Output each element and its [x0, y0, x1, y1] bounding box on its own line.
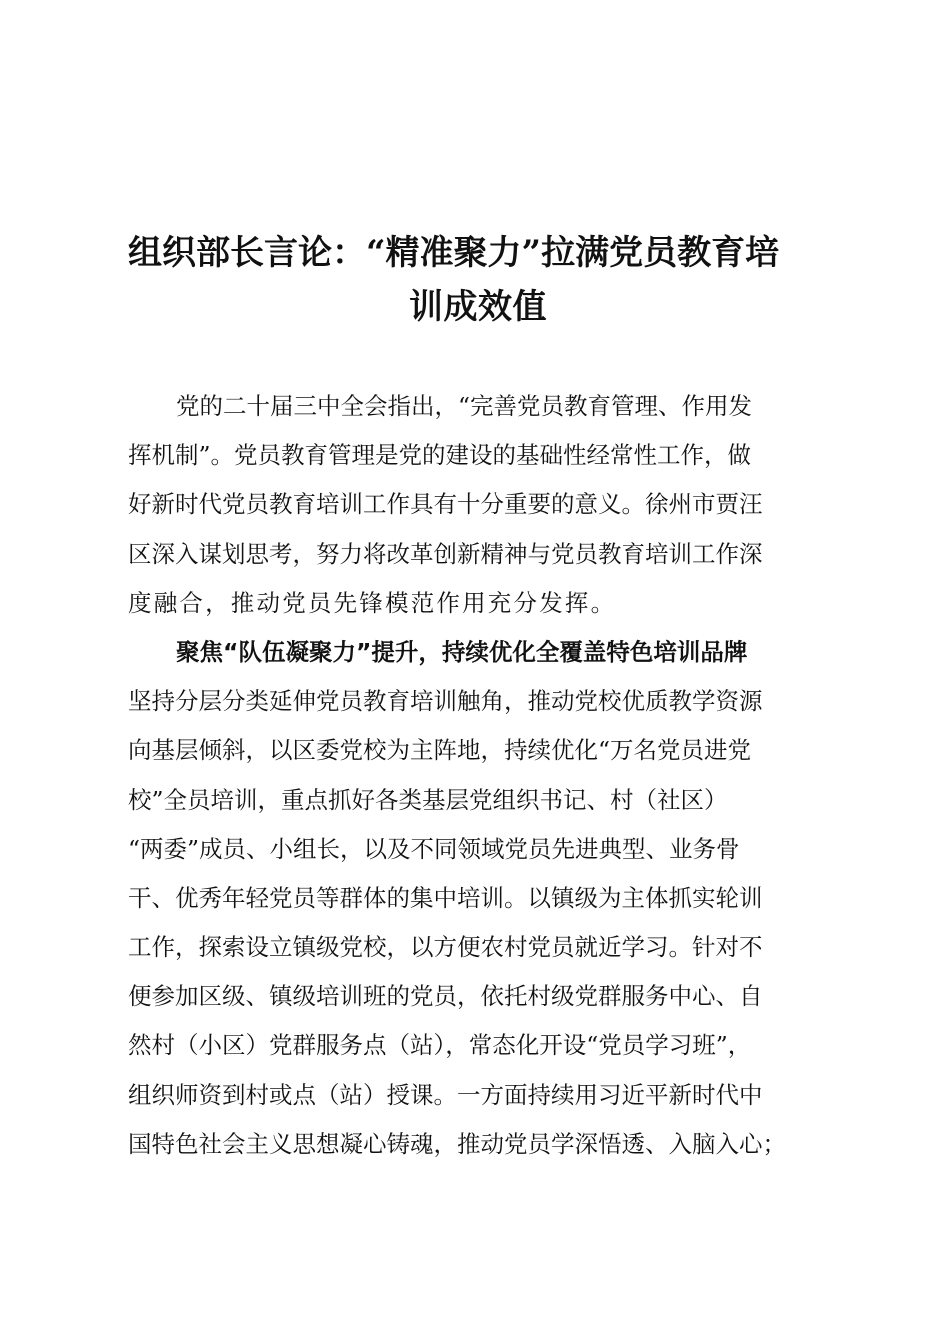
paragraph-line: 度融合，推动党员先锋模范作用充分发挥。 [128, 588, 617, 617]
paragraph-line: 组织师资到村或点（站）授课。一方面持续用习近平新时代中 [128, 1080, 763, 1109]
paragraph-line: “两委”成员、小组长，以及不同领域党员先进典型、业务骨 [128, 834, 740, 863]
paragraph-line: 干、优秀年轻党员等群体的集中培训。以镇级为主体抓实轮训 [128, 883, 763, 912]
paragraph-line: 然村（小区）党群服务点（站），常态化开设“党员学习班”， [128, 1031, 752, 1060]
paragraph-line: 党的二十届三中全会指出，“完善党员教育管理、作用发 [176, 392, 753, 420]
document-body [128, 382, 828, 1169]
title-line-1: 组织部长言论：“精准聚力”拉满党员教育培 [128, 233, 780, 273]
paragraph-line: 区深入谋划思考，努力将改革创新精神与党员教育培训工作深 [128, 539, 763, 568]
paragraph-line: 工作，探索设立镇级党校，以方便农村党员就近学习。针对不 [128, 933, 763, 962]
paragraph-line: 向基层倾斜，以区委党校为主阵地，持续优化“万名党员进党 [128, 736, 752, 765]
paragraph-line: 坚持分层分类延伸党员教育培训触角，推动党校优质教学资源 [128, 687, 763, 716]
title-line-2: 训成效值 [409, 287, 547, 327]
section-heading: 聚焦“队伍凝聚力”提升，持续优化全覆盖特色培训品牌 [176, 637, 748, 666]
paragraph-line: 好新时代党员教育培训工作具有十分重要的意义。徐州市贾汪 [128, 490, 763, 519]
paragraph-line: 挥机制”。党员教育管理是党的建设的基础性经常性工作，做 [128, 441, 752, 470]
paragraph-line: 国特色社会主义思想凝心铸魂，推动党员学深悟透、入脑入心； [128, 1129, 786, 1158]
paragraph-line: 便参加区级、镇级培训班的党员，依托村级党群服务中心、自 [128, 982, 763, 1011]
paragraph-line: 校”全员培训，重点抓好各类基层党组织书记、村（社区） [128, 785, 728, 814]
document-title [128, 226, 828, 334]
